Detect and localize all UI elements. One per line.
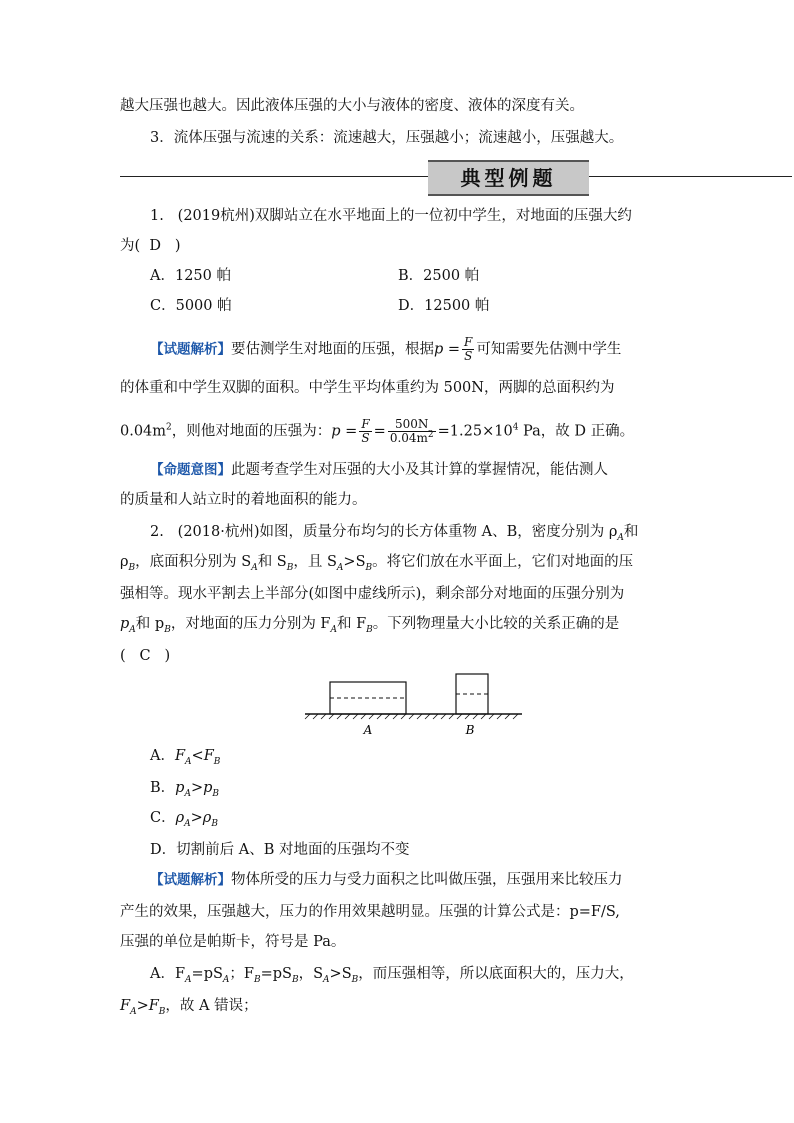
q2-figure [300,668,530,740]
q1-intent-line-1: 【命题意图】此题考查学生对压强的大小及其计算的掌握情况，能估测人 [150,462,608,478]
q2-analysis-line-2: 产生的效果，压强越大，压力的作用效果越明显。压强的计算公式是：p=F/S, [120,904,620,920]
q1-answer: D [149,238,162,254]
banner-rule-right [589,176,792,177]
q1-option-b: B．2500 帕 [398,268,480,284]
q2-answer: C [139,648,151,664]
q2-line-2: $\rho_B$，底面积分别为 $S_A$和 $S_B$，且 $S_A>S_B$。将它们放在水平面上，它们对地面的压 [120,554,634,573]
q1-number: 1. [150,208,164,224]
q1-line-2 [120,236,181,256]
q1-intent-tag: 【命题意图】 [150,462,231,478]
q2-analysis-a-line-2: $F_A>F_B$，故 A 错误； [120,998,258,1017]
q2-analysis-line-3: 压强的单位是帕斯卡，符号是 Pa。 [120,934,346,950]
formula-fraction: $\frac{F}{S}$ [464,335,473,363]
q2-analysis-tag: 【试题解析】 [150,872,231,888]
q1-analysis-line-3: $0.04m^2$，则他对地面的压强为：p = $\frac{F}{S}$ = $\frac{500N}{0.04m^2}$ $=1.25\times 10^4$ Pa，故 D 正确。 [120,417,635,445]
q2-option-a: A．$F_A<F_B$ [150,748,221,767]
q2-number: 2. [150,524,164,540]
q1-analysis-tag: 【试题解析】 [150,341,231,358]
intro-line: 越大压强也越大。因此液体压强的大小与液体的密度、液体的深度有关。 [120,98,584,114]
q2-analysis-a-line-1: A．$F_A=pS_A$；$F_B=pS_B$，$S_A>S_B$，而压强相等，所以底面积大的，压力大， [150,966,634,985]
q1-close: ) [174,238,181,254]
q2-line-1: 2. (2018·杭州)如图，质量分布均匀的长方体重物 A、B，密度分别为 $\rho_A$和 [150,524,639,543]
q2-option-b: B．$p_A>p_B$ [150,780,220,799]
q1-intent-line-2: 的质量和人站立时的着地面积的能力。 [120,492,367,508]
q2-analysis-line-1: 【试题解析】物体所受的压力与受力面积之比叫做压强，压强用来比较压力 [150,872,623,888]
label-a: A [363,723,373,737]
q2-option-d: D．切割前后 A、B 对地面的压强均不变 [150,842,410,858]
q2-line-5: ( C ) [120,648,171,664]
q1-option-d: D．12500 帕 [398,298,490,314]
ground-hatching [305,714,518,719]
q1-option-c: C．5000 帕 [150,298,232,314]
q2-line-3: 强相等。现水平割去上半部分(如图中虚线所示)，剩余部分对地面的压强分别为 [120,586,625,602]
q1-text-2: 为( [120,238,141,254]
q1-analysis-line-1: 【试题解析】要估测学生对地面的压强，根据p = $\frac{F}{S}$ 可知需要先估测中学生 [150,335,622,363]
q2-option-c: C．$\rho_A>\rho_B$ [150,810,218,829]
q2-line-4: $p_A$和 $p_B$，对地面的压力分别为 $F_A$和 $F_B$。下列物理量大小比较的关系正确的是 [120,616,620,635]
formula-fraction-1: $\frac{F}{S}$ [361,417,370,445]
q1-option-a: A．1250 帕 [150,268,231,284]
label-b: B [465,723,475,737]
q1-analysis-line-2: 的体重和中学生双脚的面积。中学生平均体重约为 500N，两脚的总面积约为 [120,380,615,396]
formula-fraction-2: $\frac{500N}{0.04m^2}$ [389,417,434,445]
q1-line-1 [150,206,632,226]
intro-point-3: 3．流体压强与流速的关系：流速越大，压强越小；流速越小，压强越大。 [150,130,624,146]
section-title: 典型例题 [428,160,589,196]
banner-rule-left [120,176,428,177]
q1-text: (2019杭州)双脚站立在水平地面上的一位初中学生，对地面的压强大约 [177,208,632,224]
